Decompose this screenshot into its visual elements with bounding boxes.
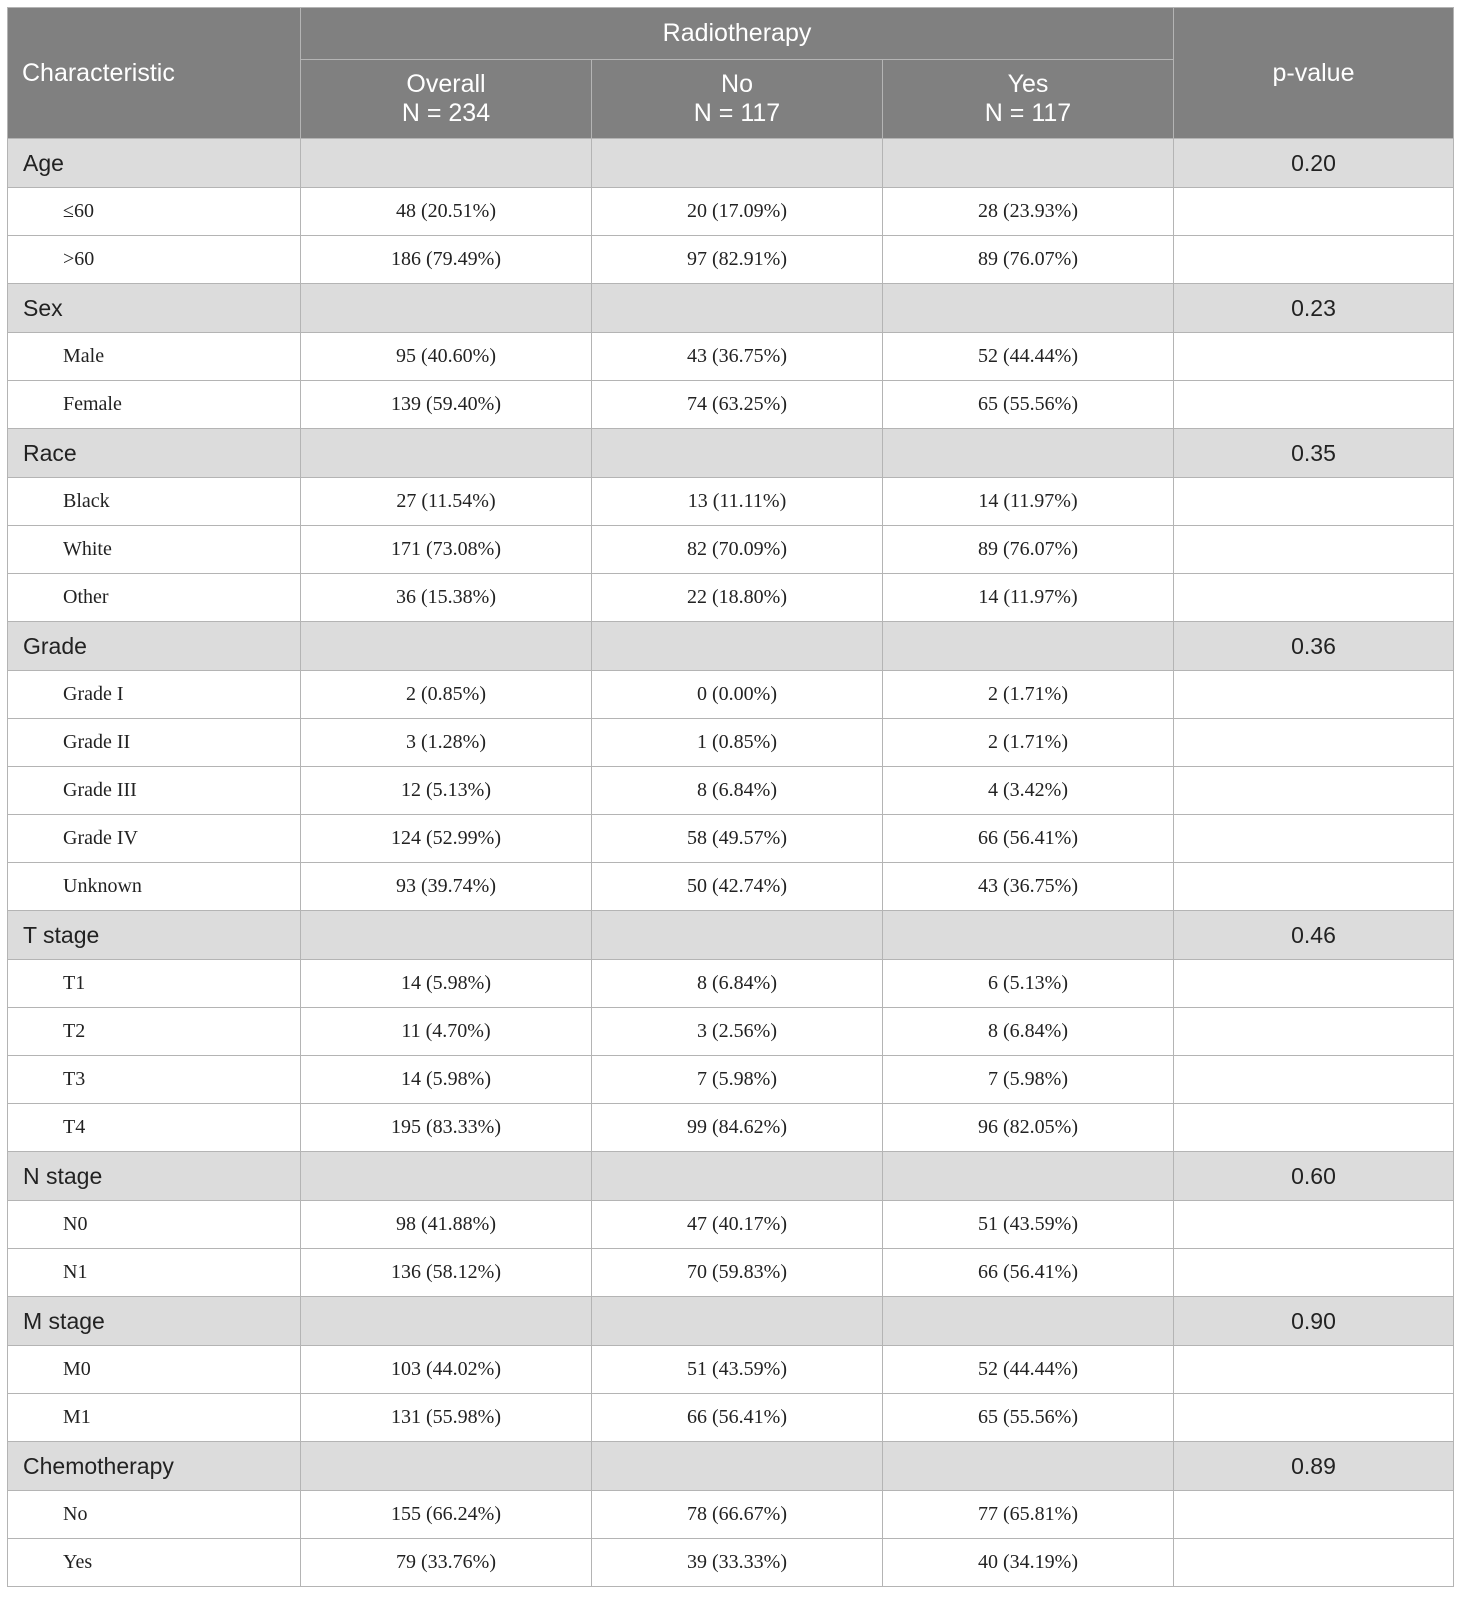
empty-cell xyxy=(301,622,592,671)
characteristics-table xyxy=(7,7,1454,1587)
empty-cell xyxy=(1174,863,1454,911)
p-value-cell: 0.35 xyxy=(1174,429,1454,478)
empty-cell xyxy=(1174,478,1454,526)
category-label: T stage xyxy=(8,911,301,960)
empty-cell xyxy=(301,429,592,478)
empty-cell xyxy=(592,1297,883,1346)
table-row xyxy=(8,381,1454,429)
no-cell: 13 (11.11%) xyxy=(592,478,883,526)
yes-cell: 28 (23.93%) xyxy=(883,188,1174,236)
empty-cell xyxy=(883,429,1174,478)
empty-cell xyxy=(1174,1249,1454,1297)
no-cell: 20 (17.09%) xyxy=(592,188,883,236)
empty-cell xyxy=(1174,1201,1454,1249)
overall-cell: 186 (79.49%) xyxy=(301,236,592,284)
empty-cell xyxy=(1174,381,1454,429)
yes-cell: 2 (1.71%) xyxy=(883,671,1174,719)
level-label: T2 xyxy=(8,1008,301,1056)
overall-cell: 124 (52.99%) xyxy=(301,815,592,863)
level-label: T1 xyxy=(8,960,301,1008)
yes-cell: 77 (65.81%) xyxy=(883,1491,1174,1539)
overall-cell: 14 (5.98%) xyxy=(301,1056,592,1104)
category-row xyxy=(8,429,1454,478)
table-row xyxy=(8,960,1454,1008)
table-row xyxy=(8,1491,1454,1539)
yes-column-n: N = 117 xyxy=(984,99,1072,127)
radiotherapy-group-header: Radiotherapy xyxy=(301,8,1174,60)
overall-cell: 93 (39.74%) xyxy=(301,863,592,911)
p-value-cell: 0.90 xyxy=(1174,1297,1454,1346)
p-value-cell: 0.60 xyxy=(1174,1152,1454,1201)
level-label: T4 xyxy=(8,1104,301,1152)
level-label: Grade I xyxy=(8,671,301,719)
yes-cell: 65 (55.56%) xyxy=(883,1394,1174,1442)
level-label: ≤60 xyxy=(8,188,301,236)
table-row xyxy=(8,1539,1454,1587)
table-row xyxy=(8,863,1454,911)
yes-cell: 66 (56.41%) xyxy=(883,815,1174,863)
level-label: Grade IV xyxy=(8,815,301,863)
empty-cell xyxy=(883,284,1174,333)
empty-cell xyxy=(1174,1104,1454,1152)
overall-cell: 171 (73.08%) xyxy=(301,526,592,574)
yes-column-header xyxy=(883,60,1174,139)
table-row xyxy=(8,478,1454,526)
p-value-cell: 0.89 xyxy=(1174,1442,1454,1491)
yes-cell: 14 (11.97%) xyxy=(883,478,1174,526)
level-label: Other xyxy=(8,574,301,622)
yes-cell: 2 (1.71%) xyxy=(883,719,1174,767)
empty-cell xyxy=(301,139,592,188)
yes-cell: 8 (6.84%) xyxy=(883,1008,1174,1056)
category-label: Race xyxy=(8,429,301,478)
overall-cell: 79 (33.76%) xyxy=(301,1539,592,1587)
yes-cell: 66 (56.41%) xyxy=(883,1249,1174,1297)
table-row xyxy=(8,1008,1454,1056)
no-cell: 58 (49.57%) xyxy=(592,815,883,863)
level-label: N0 xyxy=(8,1201,301,1249)
table-row xyxy=(8,767,1454,815)
overall-cell: 98 (41.88%) xyxy=(301,1201,592,1249)
table-row xyxy=(8,188,1454,236)
overall-column-n: N = 234 xyxy=(401,99,491,127)
overall-cell: 136 (58.12%) xyxy=(301,1249,592,1297)
table-row xyxy=(8,815,1454,863)
category-label: N stage xyxy=(8,1152,301,1201)
table-row xyxy=(8,333,1454,381)
p-value-cell: 0.20 xyxy=(1174,139,1454,188)
category-row xyxy=(8,1297,1454,1346)
table-header xyxy=(8,8,1454,139)
no-column-label: No xyxy=(721,70,753,98)
empty-cell xyxy=(883,911,1174,960)
empty-cell xyxy=(592,1152,883,1201)
no-cell: 99 (84.62%) xyxy=(592,1104,883,1152)
no-cell: 74 (63.25%) xyxy=(592,381,883,429)
p-value-cell: 0.23 xyxy=(1174,284,1454,333)
no-column-n: N = 117 xyxy=(693,99,781,127)
overall-cell: 103 (44.02%) xyxy=(301,1346,592,1394)
category-row xyxy=(8,911,1454,960)
yes-cell: 89 (76.07%) xyxy=(883,526,1174,574)
yes-cell: 52 (44.44%) xyxy=(883,333,1174,381)
yes-cell: 14 (11.97%) xyxy=(883,574,1174,622)
empty-cell xyxy=(301,911,592,960)
level-label: M1 xyxy=(8,1394,301,1442)
category-row xyxy=(8,284,1454,333)
table-row xyxy=(8,574,1454,622)
no-cell: 78 (66.67%) xyxy=(592,1491,883,1539)
empty-cell xyxy=(592,429,883,478)
empty-cell xyxy=(1174,1008,1454,1056)
overall-column-label: Overall xyxy=(406,70,486,98)
level-label: Grade III xyxy=(8,767,301,815)
table-row xyxy=(8,1201,1454,1249)
category-row xyxy=(8,139,1454,188)
yes-cell: 40 (34.19%) xyxy=(883,1539,1174,1587)
yes-cell: 6 (5.13%) xyxy=(883,960,1174,1008)
p-value-header: p-value xyxy=(1174,8,1454,139)
overall-cell: 48 (20.51%) xyxy=(301,188,592,236)
empty-cell xyxy=(1174,815,1454,863)
no-cell: 3 (2.56%) xyxy=(592,1008,883,1056)
overall-cell: 14 (5.98%) xyxy=(301,960,592,1008)
overall-cell: 12 (5.13%) xyxy=(301,767,592,815)
characteristic-header: Characteristic xyxy=(8,8,301,139)
no-cell: 39 (33.33%) xyxy=(592,1539,883,1587)
category-row xyxy=(8,1152,1454,1201)
category-label: Sex xyxy=(8,284,301,333)
level-label: Black xyxy=(8,478,301,526)
level-label: Male xyxy=(8,333,301,381)
empty-cell xyxy=(883,139,1174,188)
level-label: Female xyxy=(8,381,301,429)
category-label: M stage xyxy=(8,1297,301,1346)
yes-cell: 96 (82.05%) xyxy=(883,1104,1174,1152)
empty-cell xyxy=(301,1442,592,1491)
overall-cell: 139 (59.40%) xyxy=(301,381,592,429)
yes-cell: 4 (3.42%) xyxy=(883,767,1174,815)
empty-cell xyxy=(1174,1056,1454,1104)
empty-cell xyxy=(1174,333,1454,381)
table-row xyxy=(8,671,1454,719)
level-label: White xyxy=(8,526,301,574)
category-label: Chemotherapy xyxy=(8,1442,301,1491)
overall-cell: 11 (4.70%) xyxy=(301,1008,592,1056)
level-label: N1 xyxy=(8,1249,301,1297)
no-cell: 66 (56.41%) xyxy=(592,1394,883,1442)
empty-cell xyxy=(1174,188,1454,236)
category-label: Grade xyxy=(8,622,301,671)
yes-cell: 51 (43.59%) xyxy=(883,1201,1174,1249)
empty-cell xyxy=(301,284,592,333)
yes-column-label: Yes xyxy=(1007,70,1049,98)
category-row xyxy=(8,1442,1454,1491)
level-label: Yes xyxy=(8,1539,301,1587)
empty-cell xyxy=(1174,960,1454,1008)
yes-cell: 43 (36.75%) xyxy=(883,863,1174,911)
table-row xyxy=(8,1056,1454,1104)
yes-cell: 52 (44.44%) xyxy=(883,1346,1174,1394)
empty-cell xyxy=(883,1442,1174,1491)
empty-cell xyxy=(592,139,883,188)
yes-cell: 65 (55.56%) xyxy=(883,381,1174,429)
overall-cell: 131 (55.98%) xyxy=(301,1394,592,1442)
table-body xyxy=(8,139,1454,1587)
table-row xyxy=(8,1346,1454,1394)
p-value-cell: 0.36 xyxy=(1174,622,1454,671)
empty-cell xyxy=(1174,1394,1454,1442)
overall-column-header xyxy=(301,60,592,139)
empty-cell xyxy=(1174,671,1454,719)
empty-cell xyxy=(883,1297,1174,1346)
p-value-cell: 0.46 xyxy=(1174,911,1454,960)
overall-cell: 27 (11.54%) xyxy=(301,478,592,526)
header-row-group xyxy=(8,8,1454,60)
no-cell: 70 (59.83%) xyxy=(592,1249,883,1297)
empty-cell xyxy=(1174,526,1454,574)
overall-cell: 2 (0.85%) xyxy=(301,671,592,719)
no-cell: 0 (0.00%) xyxy=(592,671,883,719)
level-label: Grade II xyxy=(8,719,301,767)
empty-cell xyxy=(1174,1539,1454,1587)
empty-cell xyxy=(592,1442,883,1491)
no-column-header xyxy=(592,60,883,139)
no-cell: 82 (70.09%) xyxy=(592,526,883,574)
overall-cell: 195 (83.33%) xyxy=(301,1104,592,1152)
empty-cell xyxy=(592,284,883,333)
empty-cell xyxy=(592,622,883,671)
table-row xyxy=(8,1249,1454,1297)
empty-cell xyxy=(301,1297,592,1346)
no-cell: 51 (43.59%) xyxy=(592,1346,883,1394)
overall-cell: 95 (40.60%) xyxy=(301,333,592,381)
empty-cell xyxy=(592,911,883,960)
empty-cell xyxy=(1174,236,1454,284)
table-row xyxy=(8,1394,1454,1442)
empty-cell xyxy=(883,1152,1174,1201)
no-cell: 22 (18.80%) xyxy=(592,574,883,622)
empty-cell xyxy=(1174,767,1454,815)
table-row xyxy=(8,526,1454,574)
category-label: Age xyxy=(8,139,301,188)
empty-cell xyxy=(301,1152,592,1201)
category-row xyxy=(8,622,1454,671)
empty-cell xyxy=(1174,719,1454,767)
overall-cell: 3 (1.28%) xyxy=(301,719,592,767)
no-cell: 43 (36.75%) xyxy=(592,333,883,381)
no-cell: 50 (42.74%) xyxy=(592,863,883,911)
level-label: M0 xyxy=(8,1346,301,1394)
overall-cell: 36 (15.38%) xyxy=(301,574,592,622)
level-label: >60 xyxy=(8,236,301,284)
empty-cell xyxy=(1174,1346,1454,1394)
table-row xyxy=(8,719,1454,767)
yes-cell: 89 (76.07%) xyxy=(883,236,1174,284)
level-label: Unknown xyxy=(8,863,301,911)
no-cell: 47 (40.17%) xyxy=(592,1201,883,1249)
no-cell: 8 (6.84%) xyxy=(592,767,883,815)
empty-cell xyxy=(1174,1491,1454,1539)
no-cell: 1 (0.85%) xyxy=(592,719,883,767)
level-label: No xyxy=(8,1491,301,1539)
level-label: T3 xyxy=(8,1056,301,1104)
no-cell: 97 (82.91%) xyxy=(592,236,883,284)
overall-cell: 155 (66.24%) xyxy=(301,1491,592,1539)
table-row xyxy=(8,236,1454,284)
table-row xyxy=(8,1104,1454,1152)
no-cell: 8 (6.84%) xyxy=(592,960,883,1008)
empty-cell xyxy=(883,622,1174,671)
no-cell: 7 (5.98%) xyxy=(592,1056,883,1104)
yes-cell: 7 (5.98%) xyxy=(883,1056,1174,1104)
empty-cell xyxy=(1174,574,1454,622)
